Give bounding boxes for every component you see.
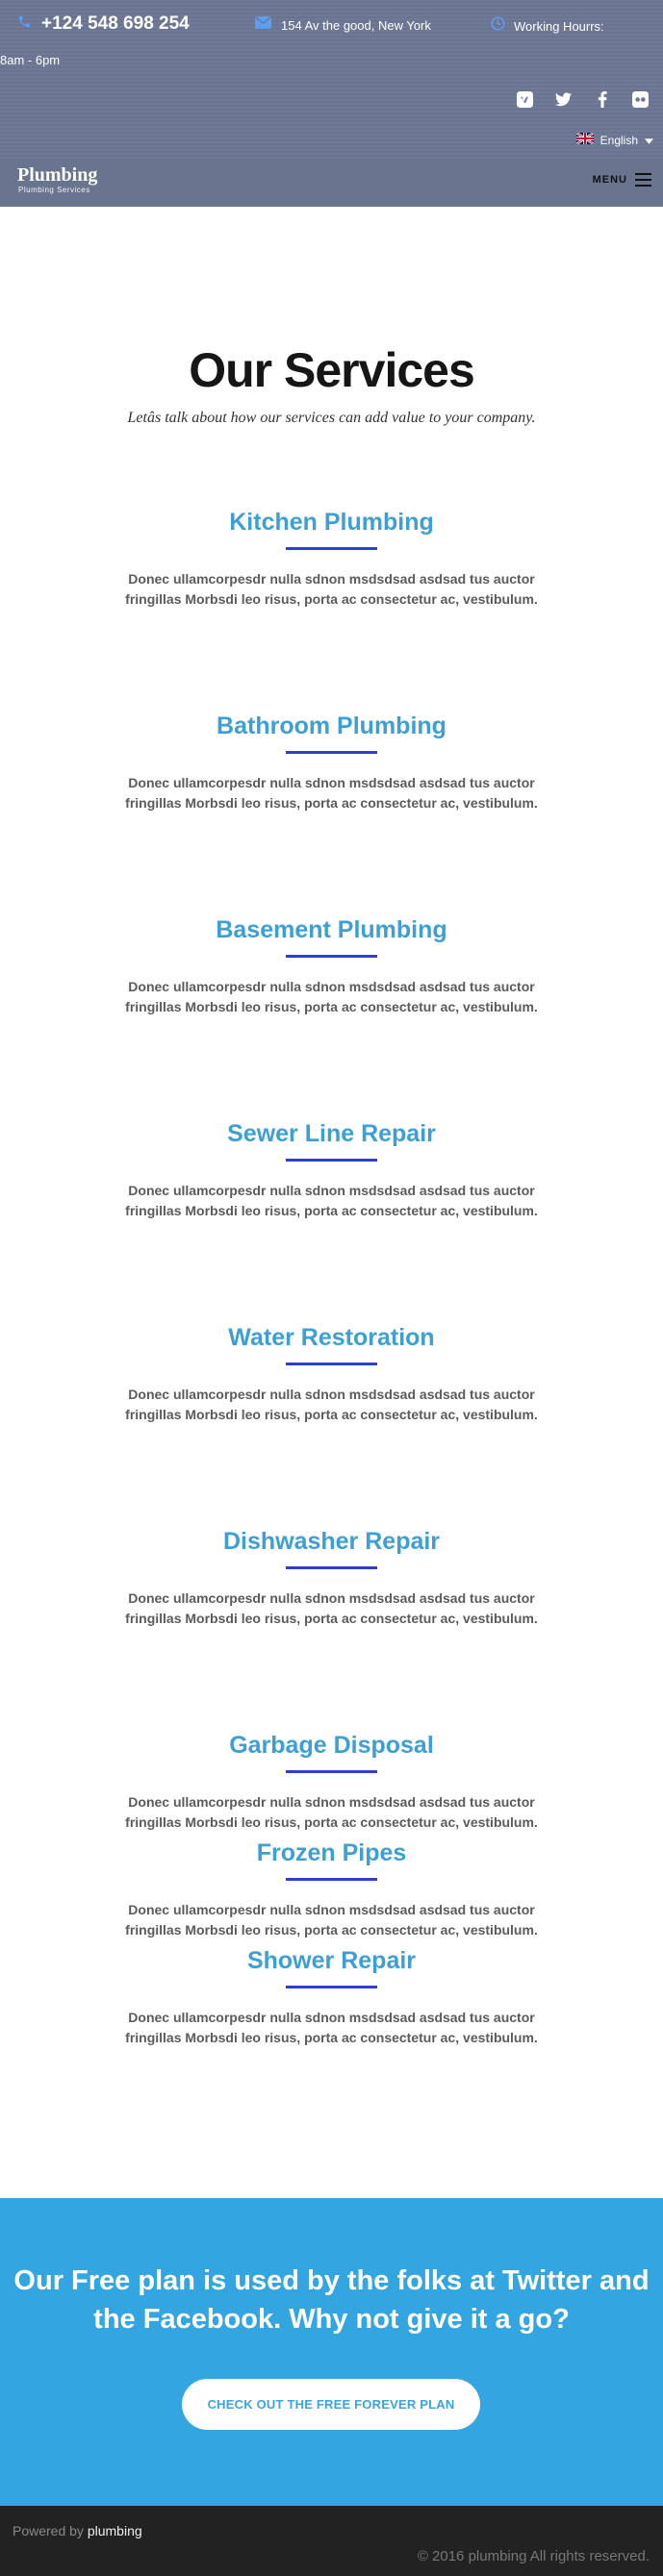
hours-label: Working Hourrs: — [514, 18, 604, 34]
service-description: Donec ullamcorpesdr nulla sdnon msdsdsad asdsad tus auctor fringillas Morbsdi leo risus, porta ac consectetur ac, vestibulum. — [125, 775, 538, 811]
service-divider — [286, 1878, 377, 1881]
powered-by — [13, 2523, 142, 2538]
service-title: Kitchen Plumbing — [229, 509, 434, 536]
menu-button[interactable] — [593, 173, 651, 187]
powered-brand-link[interactable]: plumbing — [87, 2523, 142, 2538]
service-description: Donec ullamcorpesdr nulla sdnon msdsdsad asdsad tus auctor fringillas Morbsdi leo risus, porta ac consectetur ac, vestibulum. — [125, 1387, 538, 1422]
service-water-restoration — [0, 1322, 663, 1425]
logo-tagline: Plumbing Services — [18, 186, 90, 194]
phone-number[interactable]: +124 548 698 254 — [41, 13, 190, 34]
vimeo-icon[interactable] — [516, 90, 534, 109]
logo-name[interactable]: Plumbing — [17, 164, 98, 186]
top-info-bar — [0, 0, 663, 159]
service-divider — [286, 1363, 377, 1365]
service-divider — [286, 1770, 377, 1773]
address-text: 154 Av the good, New York — [281, 17, 431, 33]
service-description: Donec ullamcorpesdr nulla sdnon msdsdsad asdsad tus auctor fringillas Morbsdi leo risus, porta ac consectetur ac, vestibulum. — [125, 571, 538, 607]
service-sewer-line-repair — [0, 1118, 663, 1221]
phone-icon — [17, 14, 32, 34]
site-footer — [0, 2506, 663, 2576]
phone-contact[interactable] — [17, 13, 190, 35]
social-links — [516, 90, 650, 109]
free-plan-button[interactable]: CHECK OUT THE FREE FOREVER PLAN — [182, 2379, 480, 2430]
working-hours — [491, 16, 604, 36]
powered-prefix: Powered by — [13, 2523, 84, 2538]
flickr-icon[interactable] — [631, 90, 650, 109]
service-divider — [286, 1566, 377, 1569]
service-description: Donec ullamcorpesdr nulla sdnon msdsdsad asdsad tus auctor fringillas Morbsdi leo risus, porta ac consectetur ac, vestibulum. — [125, 1183, 538, 1218]
service-title: Frozen Pipes — [256, 1839, 407, 1866]
service-garbage-disposal — [0, 1730, 663, 1833]
service-title: Dishwasher Repair — [222, 1528, 441, 1555]
hours-value: 8am - 6pm — [0, 53, 61, 67]
service-title: Bathroom Plumbing — [217, 713, 446, 739]
service-description: Donec ullamcorpesdr nulla sdnon msdsdsad asdsad tus auctor fringillas Morbsdi leo risus, porta ac consectetur ac, vestibulum. — [125, 1902, 538, 1938]
service-dishwasher-repair — [0, 1526, 663, 1629]
services-title: Our Services — [189, 343, 474, 397]
site-logo[interactable] — [17, 164, 97, 194]
twitter-icon[interactable] — [554, 90, 573, 109]
service-title: Sewer Line Repair — [227, 1120, 436, 1147]
service-description: Donec ullamcorpesdr nulla sdnon msdsdsad asdsad tus auctor fringillas Morbsdi leo risus, porta ac consectetur ac, vestibulum. — [125, 1590, 538, 1626]
uk-flag-icon — [576, 133, 594, 147]
service-divider — [286, 1986, 377, 1988]
language-label[interactable]: English — [599, 133, 638, 147]
service-divider — [286, 547, 377, 550]
copyright-text: © 2016 plumbing All rights reserved. — [417, 2548, 650, 2564]
service-description: Donec ullamcorpesdr nulla sdnon msdsdsad asdsad tus auctor fringillas Morbsdi leo risus, porta ac consectetur ac, vestibulum. — [125, 2010, 538, 2045]
service-title: Garbage Disposal — [229, 1732, 434, 1759]
service-basement-plumbing — [0, 914, 663, 1017]
service-divider — [286, 751, 377, 754]
service-divider — [286, 955, 377, 958]
main-navbar — [0, 159, 663, 207]
envelope-icon — [255, 16, 271, 34]
service-shower-repair — [0, 1945, 663, 2048]
service-kitchen-plumbing — [0, 507, 663, 610]
service-bathroom-plumbing — [0, 711, 663, 813]
caret-down-icon[interactable] — [645, 134, 653, 147]
cta-title: Our Free plan is used by the folks at Twitter and the Facebook. Why not give it a go? — [13, 2265, 650, 2335]
service-title: Basement Plumbing — [216, 916, 447, 943]
service-divider — [286, 1159, 377, 1162]
menu-label[interactable]: MENU — [592, 174, 627, 186]
service-frozen-pipes — [0, 1838, 663, 1940]
service-description: Donec ullamcorpesdr nulla sdnon msdsdsad asdsad tus auctor fringillas Morbsdi leo risus, porta ac consectetur ac, vestibulum. — [125, 979, 538, 1014]
service-title: Shower Repair — [246, 1947, 417, 1974]
address-contact — [255, 16, 431, 34]
service-title: Water Restoration — [228, 1324, 435, 1351]
service-description: Donec ullamcorpesdr nulla sdnon msdsdsad asdsad tus auctor fringillas Morbsdi leo risus, porta ac consectetur ac, vestibulum. — [125, 1794, 538, 1830]
language-selector[interactable] — [576, 133, 653, 147]
clock-icon — [491, 16, 505, 36]
hamburger-icon[interactable] — [635, 173, 651, 187]
cta-banner — [0, 2198, 663, 2506]
services-subtitle: Letâs talk about how our services can add value to your company. — [127, 410, 536, 426]
facebook-icon[interactable] — [593, 90, 611, 109]
